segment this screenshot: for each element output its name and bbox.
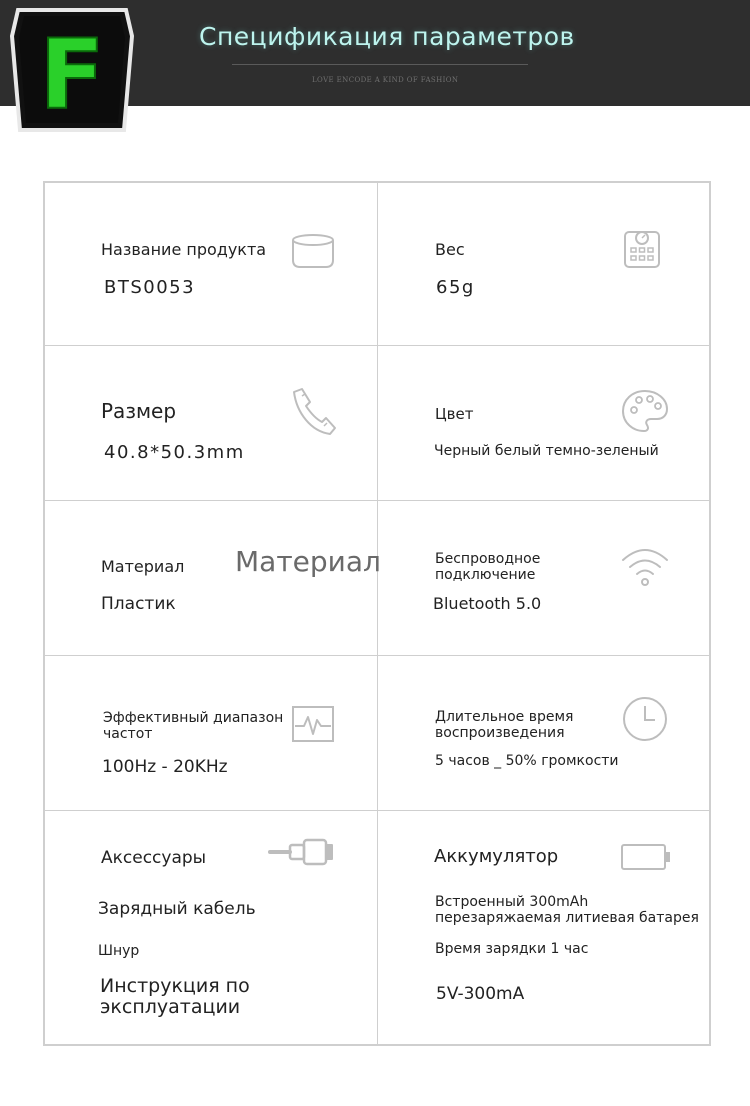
accessory-cable: Зарядный кабель [98,899,256,919]
weight-label: Вес [435,240,465,259]
header-divider [232,64,528,65]
playtime-value: 5 часов _ 50% громкости [435,753,619,769]
material-label: Материал [101,557,185,576]
frequency-label-line2: частот [103,726,153,742]
cable-icon [268,836,336,868]
color-value: Черный белый темно-зеленый [434,443,659,459]
battery-label: Аккумулятор [434,846,559,867]
column-divider [377,181,378,1046]
material-watermark: Материал [235,545,381,578]
palette-icon [620,388,670,434]
wireless-label-line1: Беспроводное [435,551,541,567]
accessories-label: Аксессуары [101,848,207,868]
ruler-icon [288,386,338,436]
playtime-label-line2: воспроизведения [435,725,565,741]
scale-icon [622,226,662,270]
accessory-cord: Шнур [98,943,140,959]
header-subtitle: LOVE ENCODE A KIND OF FASHION [312,76,459,84]
row-divider [45,810,709,811]
waveform-icon [290,704,336,744]
frequency-value: 100Hz - 20KHz [102,757,228,777]
row-divider [45,655,709,656]
product-name-value: BTS0053 [104,277,196,298]
product-name-label: Название продукта [101,240,267,259]
material-value: Пластик [101,594,176,614]
wireless-value: Bluetooth 5.0 [433,594,542,613]
row-divider [45,500,709,501]
battery-power: 5V-300mA [436,984,525,1004]
frequency-label-line1: Эффективный диапазон [103,710,284,726]
header-bar [0,0,750,131]
speaker-icon [290,232,336,270]
battery-line2: перезаряжаемая литиевая батарея [435,910,699,926]
battery-icon [620,842,672,872]
row-divider [45,345,709,346]
wifi-icon [620,546,670,588]
clock-icon [621,695,669,743]
brand-logo [8,6,136,134]
svg-text:F: F [39,19,105,131]
playtime-label-line1: Длительное время [435,709,574,725]
weight-value: 65g [436,277,475,298]
size-label: Размер [101,399,177,423]
color-label: Цвет [435,405,474,423]
size-value: 40.8*50.3mm [104,442,245,463]
battery-charge-time: Время зарядки 1 час [435,941,589,957]
page-title: Спецификация параметров [199,22,575,51]
accessory-manual-line2: эксплуатации [100,996,241,1018]
battery-line1: Встроенный 300mAh [435,894,589,910]
accessory-manual-line1: Инструкция по [100,975,250,997]
wireless-label-line2: подключение [435,567,536,583]
